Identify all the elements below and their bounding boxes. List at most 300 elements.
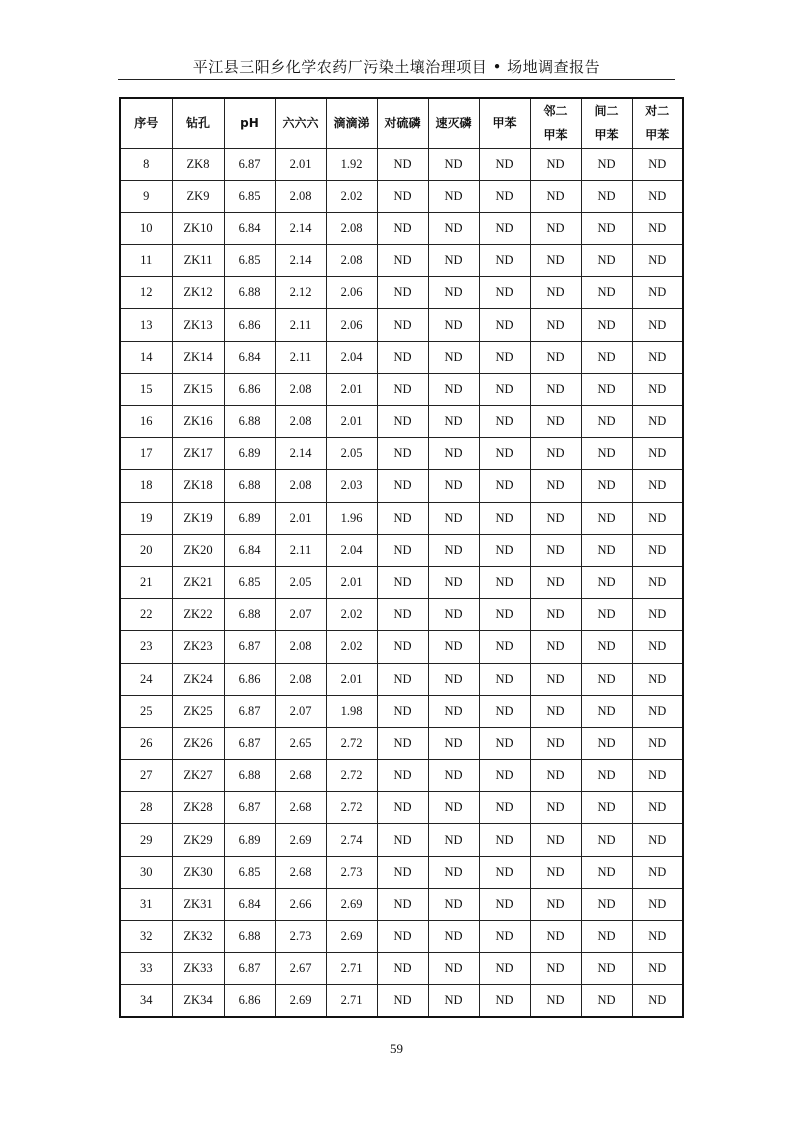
table-row <box>120 470 683 502</box>
table-cell: 2.01 <box>275 148 326 180</box>
table-cell: 6.84 <box>224 212 275 244</box>
table-row <box>120 985 683 1017</box>
table-cell: ND <box>428 695 479 727</box>
table-cell: ND <box>479 502 530 534</box>
table-cell: ND <box>632 985 683 1017</box>
table-cell: ND <box>581 760 632 792</box>
column-header-label: 速灭磷 <box>435 116 472 131</box>
table-cell: 2.04 <box>326 341 377 373</box>
table-cell: 6.89 <box>224 502 275 534</box>
table-cell: ND <box>377 727 428 759</box>
table-cell: 14 <box>120 341 172 373</box>
page-header-title: 平江县三阳乡化学农药厂污染土壤治理项目 • 场地调查报告 <box>192 58 601 76</box>
table-cell: ND <box>632 502 683 534</box>
table-cell: ND <box>428 792 479 824</box>
table-cell: ND <box>479 921 530 953</box>
table-cell: ZK34 <box>172 985 224 1017</box>
table-cell: 6.89 <box>224 438 275 470</box>
table-cell: ND <box>377 631 428 663</box>
column-header-label: 对二 <box>645 104 670 119</box>
table-cell: ND <box>530 245 581 277</box>
table-cell: ND <box>530 212 581 244</box>
table-cell: ZK10 <box>172 212 224 244</box>
table-cell: ND <box>377 341 428 373</box>
table-cell: ND <box>428 663 479 695</box>
table-cell: ND <box>581 373 632 405</box>
table-cell: 31 <box>120 888 172 920</box>
table-cell: ZK21 <box>172 566 224 598</box>
table-cell: ND <box>581 599 632 631</box>
table-cell: ND <box>632 856 683 888</box>
table-cell: 2.68 <box>275 856 326 888</box>
table-cell: ND <box>479 727 530 759</box>
table-cell: ND <box>632 566 683 598</box>
table-header <box>120 98 683 148</box>
table-cell: ND <box>479 341 530 373</box>
table-cell: 6.88 <box>224 599 275 631</box>
table-body <box>120 148 683 1017</box>
table-cell: 2.03 <box>326 470 377 502</box>
table-cell: 2.65 <box>275 727 326 759</box>
table-cell: 6.87 <box>224 148 275 180</box>
column-header <box>120 98 172 148</box>
table-cell: 32 <box>120 921 172 953</box>
column-header <box>428 98 479 148</box>
table-cell: ND <box>377 695 428 727</box>
table-cell: ND <box>530 953 581 985</box>
table-row <box>120 953 683 985</box>
table-cell: ND <box>428 245 479 277</box>
column-header-label: 间二 <box>594 104 619 119</box>
table-cell: ND <box>632 663 683 695</box>
table-cell: ND <box>530 438 581 470</box>
table-cell: 2.67 <box>275 953 326 985</box>
table-cell: 2.01 <box>275 502 326 534</box>
table-cell: 2.11 <box>275 341 326 373</box>
table-cell: 2.08 <box>326 212 377 244</box>
table-cell: 2.01 <box>326 566 377 598</box>
table-cell: ND <box>581 438 632 470</box>
table-cell: ND <box>530 534 581 566</box>
column-header-label: 甲苯 <box>645 128 670 143</box>
table-row <box>120 599 683 631</box>
table-cell: 15 <box>120 373 172 405</box>
table-cell: ND <box>581 631 632 663</box>
table-cell: 6.87 <box>224 727 275 759</box>
table-row <box>120 792 683 824</box>
column-header <box>632 98 683 148</box>
table-cell: ND <box>632 631 683 663</box>
table-cell: ND <box>428 824 479 856</box>
table-cell: ND <box>530 566 581 598</box>
table-cell: ND <box>530 695 581 727</box>
table-cell: ND <box>428 888 479 920</box>
table-cell: 2.14 <box>275 212 326 244</box>
table-cell: ND <box>581 921 632 953</box>
table-cell: 23 <box>120 631 172 663</box>
table-cell: 19 <box>120 502 172 534</box>
table-cell: ZK11 <box>172 245 224 277</box>
table-cell: ND <box>377 470 428 502</box>
table-row <box>120 373 683 405</box>
table-cell: 28 <box>120 792 172 824</box>
table-cell: ND <box>581 792 632 824</box>
table-cell: 6.84 <box>224 534 275 566</box>
table-row <box>120 148 683 180</box>
table-cell: 18 <box>120 470 172 502</box>
table-cell: ND <box>530 180 581 212</box>
table-cell: ND <box>632 470 683 502</box>
table-cell: 6.87 <box>224 792 275 824</box>
table-cell: ND <box>581 406 632 438</box>
table-cell: ND <box>428 985 479 1017</box>
table-cell: ZK30 <box>172 856 224 888</box>
table-cell: ND <box>632 277 683 309</box>
table-cell: ND <box>377 245 428 277</box>
table-cell: 2.72 <box>326 727 377 759</box>
table-cell: ND <box>530 824 581 856</box>
table-cell: 6.85 <box>224 856 275 888</box>
table-cell: ND <box>479 309 530 341</box>
table-cell: ND <box>632 953 683 985</box>
table-cell: 2.08 <box>275 373 326 405</box>
table-cell: ZK12 <box>172 277 224 309</box>
table-cell: ND <box>632 438 683 470</box>
table-cell: ND <box>428 212 479 244</box>
table-cell: ND <box>479 631 530 663</box>
table-cell: ND <box>479 470 530 502</box>
table-cell: ZK22 <box>172 599 224 631</box>
table-row <box>120 277 683 309</box>
table-cell: ZK24 <box>172 663 224 695</box>
table-cell: ZK20 <box>172 534 224 566</box>
table-cell: ND <box>581 985 632 1017</box>
table-cell: 6.85 <box>224 180 275 212</box>
table-cell: ND <box>377 663 428 695</box>
table-cell: ND <box>632 888 683 920</box>
column-header <box>326 98 377 148</box>
table-cell: 6.86 <box>224 985 275 1017</box>
table-row <box>120 180 683 212</box>
table-cell: 2.71 <box>326 953 377 985</box>
table-cell: 11 <box>120 245 172 277</box>
table-cell: ND <box>377 438 428 470</box>
table-cell: ND <box>530 341 581 373</box>
table-cell: ND <box>428 373 479 405</box>
table-cell: ND <box>581 180 632 212</box>
table-cell: 2.05 <box>275 566 326 598</box>
table-cell: ND <box>428 953 479 985</box>
table-cell: ND <box>581 856 632 888</box>
table-cell: ND <box>428 180 479 212</box>
table-cell: ZK9 <box>172 180 224 212</box>
table-cell: ND <box>377 309 428 341</box>
table-cell: 6.86 <box>224 663 275 695</box>
table-cell: ND <box>530 760 581 792</box>
table-cell: ND <box>428 534 479 566</box>
table-cell: 21 <box>120 566 172 598</box>
table-cell: 2.08 <box>326 245 377 277</box>
column-header-label: 序号 <box>134 116 159 131</box>
table-cell: ND <box>581 888 632 920</box>
table-cell: 2.06 <box>326 277 377 309</box>
table-cell: 2.08 <box>275 470 326 502</box>
table-cell: 6.86 <box>224 373 275 405</box>
table-cell: ND <box>428 277 479 309</box>
table-cell: 29 <box>120 824 172 856</box>
column-header <box>224 98 275 148</box>
table-cell: 22 <box>120 599 172 631</box>
table-cell: ND <box>377 985 428 1017</box>
table-cell: ND <box>581 470 632 502</box>
table-row <box>120 245 683 277</box>
table-cell: ND <box>632 245 683 277</box>
table-cell: ND <box>530 373 581 405</box>
table-cell: ND <box>581 566 632 598</box>
table-cell: 8 <box>120 148 172 180</box>
column-header-label: 六六六 <box>282 116 319 131</box>
table-cell: ZK25 <box>172 695 224 727</box>
table-cell: 2.08 <box>275 631 326 663</box>
table-cell: 27 <box>120 760 172 792</box>
table-cell: ND <box>479 888 530 920</box>
table-cell: ND <box>632 212 683 244</box>
table-cell: ZK17 <box>172 438 224 470</box>
table-cell: ND <box>377 406 428 438</box>
table-cell: ND <box>479 212 530 244</box>
table-cell: ND <box>428 341 479 373</box>
table-cell: ND <box>581 341 632 373</box>
table-cell: ND <box>479 245 530 277</box>
table-cell: ND <box>632 341 683 373</box>
table-cell: ND <box>581 824 632 856</box>
table-cell: ND <box>581 727 632 759</box>
table-cell: 2.72 <box>326 760 377 792</box>
soil-results-table <box>119 97 684 1018</box>
table-cell: ZK27 <box>172 760 224 792</box>
table-cell: ND <box>428 921 479 953</box>
table-cell: 2.01 <box>326 663 377 695</box>
table-cell: 6.87 <box>224 631 275 663</box>
table-cell: ND <box>428 856 479 888</box>
table-row <box>120 824 683 856</box>
table-cell: 6.85 <box>224 245 275 277</box>
table-cell: 2.71 <box>326 985 377 1017</box>
table-cell: ND <box>428 470 479 502</box>
table-cell: ND <box>581 212 632 244</box>
table-cell: ND <box>377 373 428 405</box>
table-cell: 30 <box>120 856 172 888</box>
column-header-label: 滴滴涕 <box>333 116 370 131</box>
table-cell: 2.01 <box>326 406 377 438</box>
column-header <box>581 98 632 148</box>
table-cell: 2.07 <box>275 695 326 727</box>
table-cell: ND <box>530 148 581 180</box>
table-cell: 34 <box>120 985 172 1017</box>
table-cell: ND <box>428 566 479 598</box>
column-header <box>275 98 326 148</box>
table-cell: 2.14 <box>275 438 326 470</box>
table-cell: ND <box>530 502 581 534</box>
table-cell: ZK26 <box>172 727 224 759</box>
table-cell: 2.07 <box>275 599 326 631</box>
table-row <box>120 856 683 888</box>
table-cell: ND <box>479 953 530 985</box>
table-cell: ND <box>479 373 530 405</box>
table-cell: ND <box>428 502 479 534</box>
table-cell: 2.74 <box>326 824 377 856</box>
table-cell: ND <box>632 599 683 631</box>
table-row <box>120 921 683 953</box>
table-cell: ND <box>377 760 428 792</box>
table-cell: ZK33 <box>172 953 224 985</box>
table-cell: ND <box>479 534 530 566</box>
table-cell: 2.01 <box>326 373 377 405</box>
table-cell: ND <box>632 180 683 212</box>
table-cell: 10 <box>120 212 172 244</box>
table-cell: 2.11 <box>275 309 326 341</box>
table-cell: ND <box>632 695 683 727</box>
table-cell: ND <box>530 470 581 502</box>
table-cell: 20 <box>120 534 172 566</box>
table-cell: 12 <box>120 277 172 309</box>
column-header <box>172 98 224 148</box>
table-cell: ND <box>479 663 530 695</box>
table-cell: ND <box>428 148 479 180</box>
table-cell: ND <box>581 663 632 695</box>
column-header-label: 对硫磷 <box>384 116 421 131</box>
table-cell: ND <box>530 599 581 631</box>
table-cell: 2.68 <box>275 792 326 824</box>
table-cell: 1.92 <box>326 148 377 180</box>
table-cell: 13 <box>120 309 172 341</box>
table-cell: 6.88 <box>224 277 275 309</box>
table-row <box>120 760 683 792</box>
table-cell: ZK15 <box>172 373 224 405</box>
table-cell: ZK32 <box>172 921 224 953</box>
table-cell: 26 <box>120 727 172 759</box>
table-cell: 6.87 <box>224 695 275 727</box>
table-cell: ZK16 <box>172 406 224 438</box>
table-cell: ND <box>632 373 683 405</box>
table-cell: 2.72 <box>326 792 377 824</box>
table-cell: ND <box>428 760 479 792</box>
table-cell: ZK14 <box>172 341 224 373</box>
table-row <box>120 631 683 663</box>
table-cell: ZK23 <box>172 631 224 663</box>
table-cell: 25 <box>120 695 172 727</box>
table-cell: ND <box>377 888 428 920</box>
table-cell: 6.88 <box>224 470 275 502</box>
table-cell: ND <box>581 245 632 277</box>
table-cell: ND <box>632 760 683 792</box>
table-cell: ZK18 <box>172 470 224 502</box>
table-row <box>120 341 683 373</box>
table-cell: 2.73 <box>326 856 377 888</box>
column-header <box>530 98 581 148</box>
column-header <box>479 98 530 148</box>
table-cell: ND <box>479 695 530 727</box>
table-cell: ND <box>377 277 428 309</box>
table-cell: ND <box>377 599 428 631</box>
table-cell: ND <box>377 953 428 985</box>
table-cell: 6.84 <box>224 341 275 373</box>
table-cell: 2.69 <box>275 824 326 856</box>
table-cell: 33 <box>120 953 172 985</box>
table-cell: 1.96 <box>326 502 377 534</box>
table-cell: ND <box>530 888 581 920</box>
table-cell: 2.02 <box>326 180 377 212</box>
column-header-label: 邻二 <box>543 104 568 119</box>
table-cell: ND <box>632 792 683 824</box>
table-cell: 6.88 <box>224 406 275 438</box>
table-cell: ND <box>377 856 428 888</box>
table-cell: ND <box>530 727 581 759</box>
table-cell: 2.73 <box>275 921 326 953</box>
table-cell: ND <box>581 502 632 534</box>
table-row <box>120 727 683 759</box>
table-cell: 2.14 <box>275 245 326 277</box>
table-cell: 2.08 <box>275 180 326 212</box>
table-cell: ND <box>581 309 632 341</box>
table-cell: 2.08 <box>275 406 326 438</box>
table-cell: ND <box>428 406 479 438</box>
table-cell: 24 <box>120 663 172 695</box>
table-cell: ND <box>377 148 428 180</box>
table-cell: ND <box>530 309 581 341</box>
column-header-label: 甲苯 <box>594 128 619 143</box>
table-row <box>120 663 683 695</box>
table-cell: ND <box>428 309 479 341</box>
table-cell: ND <box>530 856 581 888</box>
table-cell: 1.98 <box>326 695 377 727</box>
column-header-label: pH <box>240 116 259 131</box>
table-row <box>120 502 683 534</box>
header-divider <box>118 79 675 80</box>
table-cell: 6.84 <box>224 888 275 920</box>
table-cell: ND <box>479 180 530 212</box>
table-cell: ND <box>479 438 530 470</box>
table-cell: ND <box>632 309 683 341</box>
table-cell: 6.86 <box>224 309 275 341</box>
table-cell: ND <box>479 856 530 888</box>
table-cell: ND <box>581 148 632 180</box>
table-cell: 6.88 <box>224 921 275 953</box>
table-cell: 2.69 <box>326 921 377 953</box>
table-cell: ND <box>530 985 581 1017</box>
table-cell: ND <box>479 566 530 598</box>
table-cell: ND <box>632 534 683 566</box>
table-cell: ND <box>377 792 428 824</box>
table-cell: ND <box>632 406 683 438</box>
table-row <box>120 438 683 470</box>
table-cell: ND <box>428 599 479 631</box>
table-cell: ND <box>377 534 428 566</box>
table-cell: 2.11 <box>275 534 326 566</box>
table-cell: ND <box>581 277 632 309</box>
table-cell: ND <box>581 695 632 727</box>
table-cell: ND <box>632 148 683 180</box>
table-cell: ND <box>479 148 530 180</box>
table-cell: 2.02 <box>326 599 377 631</box>
table-cell: ND <box>377 566 428 598</box>
table-row <box>120 695 683 727</box>
table-cell: 16 <box>120 406 172 438</box>
column-header <box>377 98 428 148</box>
table-cell: ND <box>581 953 632 985</box>
table-cell: ND <box>479 760 530 792</box>
table-row <box>120 309 683 341</box>
